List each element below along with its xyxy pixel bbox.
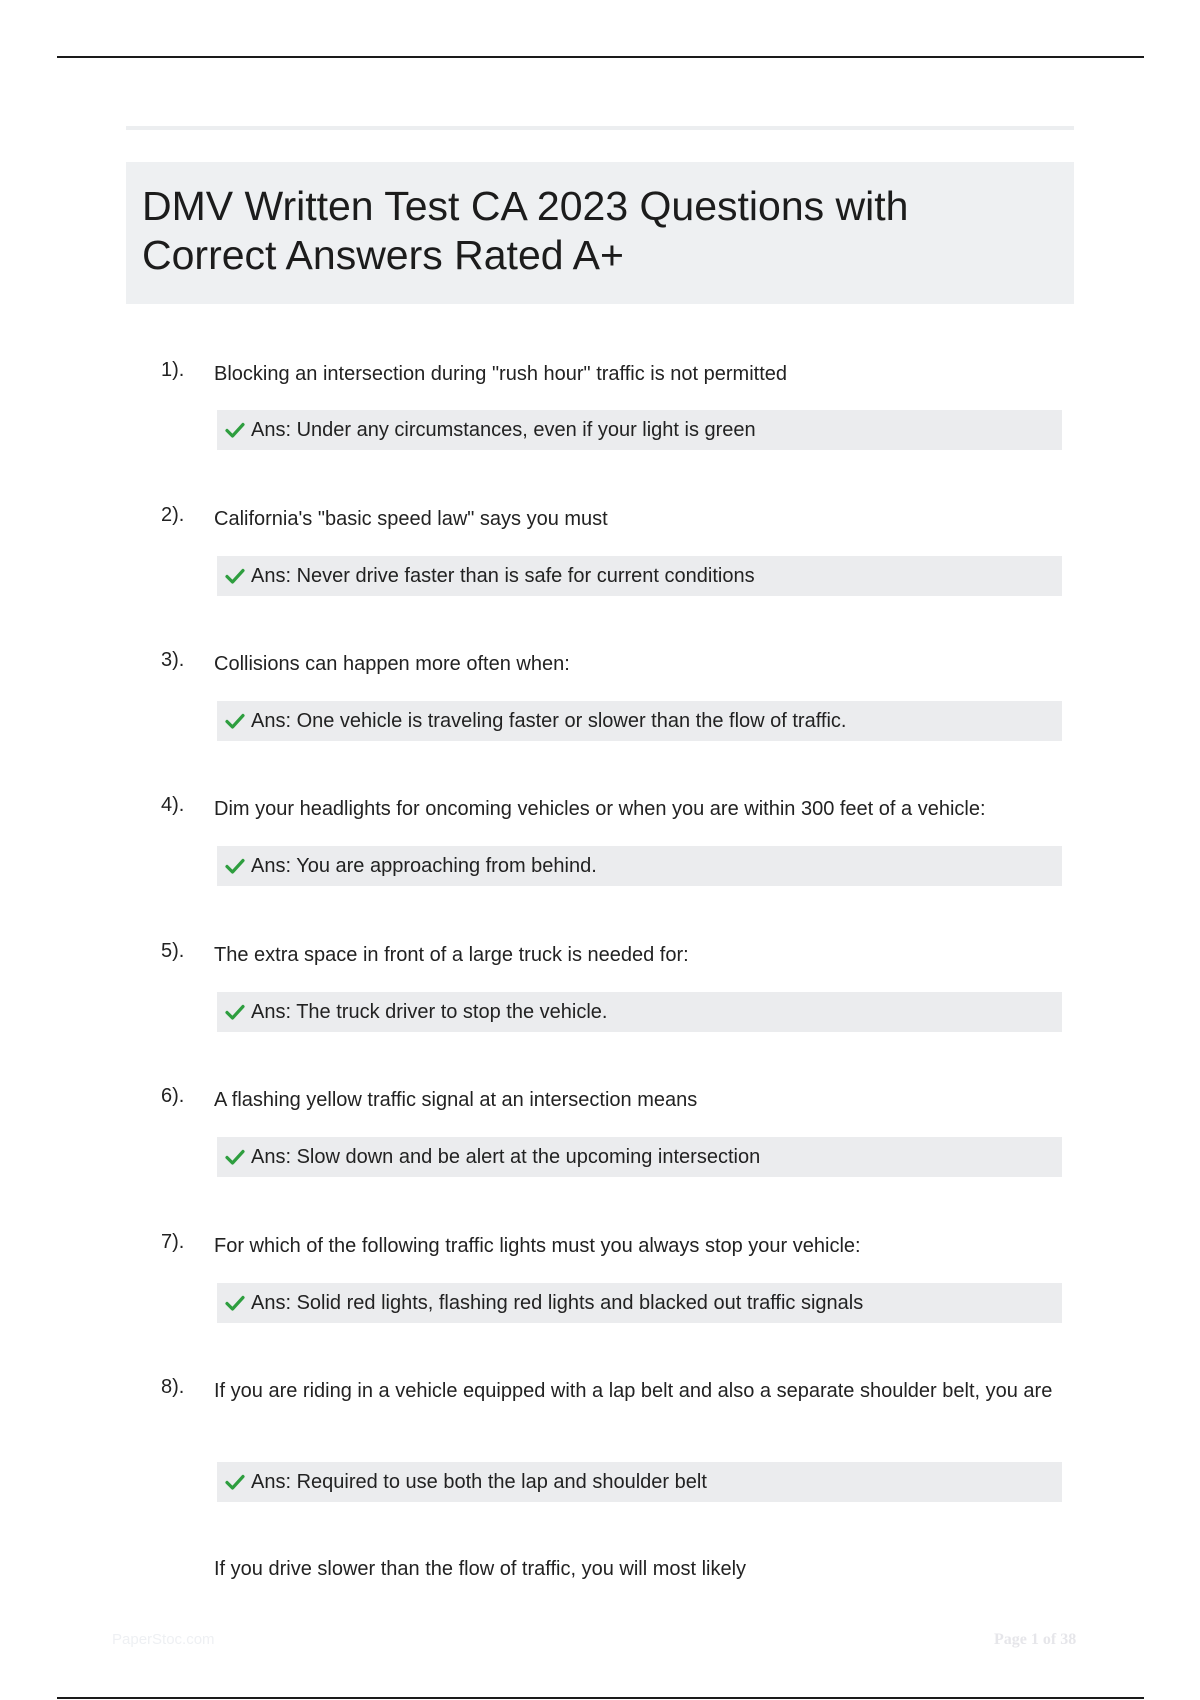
check-icon [225, 713, 245, 729]
answer-box [217, 410, 1062, 450]
watermark: PaperStoc.com [112, 1631, 215, 1648]
question-number: 4). [161, 794, 185, 816]
answer-text: Ans: Required to use both the lap and shoulder belt [251, 1470, 707, 1493]
answer-text: Ans: Under any circumstances, even if your light is green [251, 418, 756, 441]
question-number: 6). [161, 1085, 185, 1107]
answer-box [217, 701, 1062, 741]
answer-text: Ans: One vehicle is traveling faster or slower than the flow of traffic. [251, 709, 847, 732]
answer-text: Ans: Never drive faster than is safe for current conditions [251, 564, 755, 587]
answer-text: Ans: Solid red lights, flashing red lights and blacked out traffic signals [251, 1291, 864, 1314]
question-number: 5). [161, 940, 185, 962]
answer-text: Ans: You are approaching from behind. [251, 854, 597, 877]
question-text: Collisions can happen more often when: [214, 653, 570, 675]
answer-box [217, 556, 1062, 596]
answer-box [217, 846, 1062, 886]
check-icon [225, 568, 245, 584]
question-text: If you are riding in a vehicle equipped with a lap belt and also a separate shoulder belt, you are [214, 1380, 1053, 1402]
answer-text: Ans: The truck driver to stop the vehicle. [251, 1000, 608, 1023]
answer-box [217, 1283, 1062, 1323]
check-icon [225, 858, 245, 874]
question-text: For which of the following traffic lights must you always stop your vehicle: [214, 1235, 861, 1257]
answer-box [217, 1462, 1062, 1502]
check-icon [225, 1149, 245, 1165]
question-text: If you drive slower than the flow of traffic, you will most likely [214, 1558, 747, 1580]
question-number: 3). [161, 649, 185, 671]
question-text: A flashing yellow traffic signal at an intersection means [214, 1089, 698, 1111]
header-separator [126, 126, 1074, 130]
question-number: 1). [161, 359, 185, 381]
question-text: The extra space in front of a large truck is needed for: [214, 944, 689, 966]
check-icon [225, 1474, 245, 1490]
check-icon [225, 1004, 245, 1020]
answer-text: Ans: Slow down and be alert at the upcoming intersection [251, 1145, 761, 1168]
check-icon [225, 422, 245, 438]
top-rule [57, 56, 1144, 58]
question-number: 8). [161, 1376, 185, 1398]
bottom-rule [57, 1697, 1144, 1699]
question-text: Blocking an intersection during "rush hour" traffic is not permitted [214, 363, 788, 385]
answer-box [217, 1137, 1062, 1177]
check-icon [225, 1295, 245, 1311]
question-text: Dim your headlights for oncoming vehicles or when you are within 300 feet of a vehicle: [214, 798, 986, 820]
page-title: DMV Written Test CA 2023 Questions with Correct Answers Rated A+ [142, 183, 909, 278]
question-text: California's "basic speed law" says you must [214, 508, 608, 530]
question-number: 7). [161, 1231, 185, 1253]
page-number: Page 1 of 38 [994, 1631, 1077, 1648]
answer-box [217, 992, 1062, 1032]
question-number: 2). [161, 504, 185, 526]
title-box [126, 162, 1074, 304]
